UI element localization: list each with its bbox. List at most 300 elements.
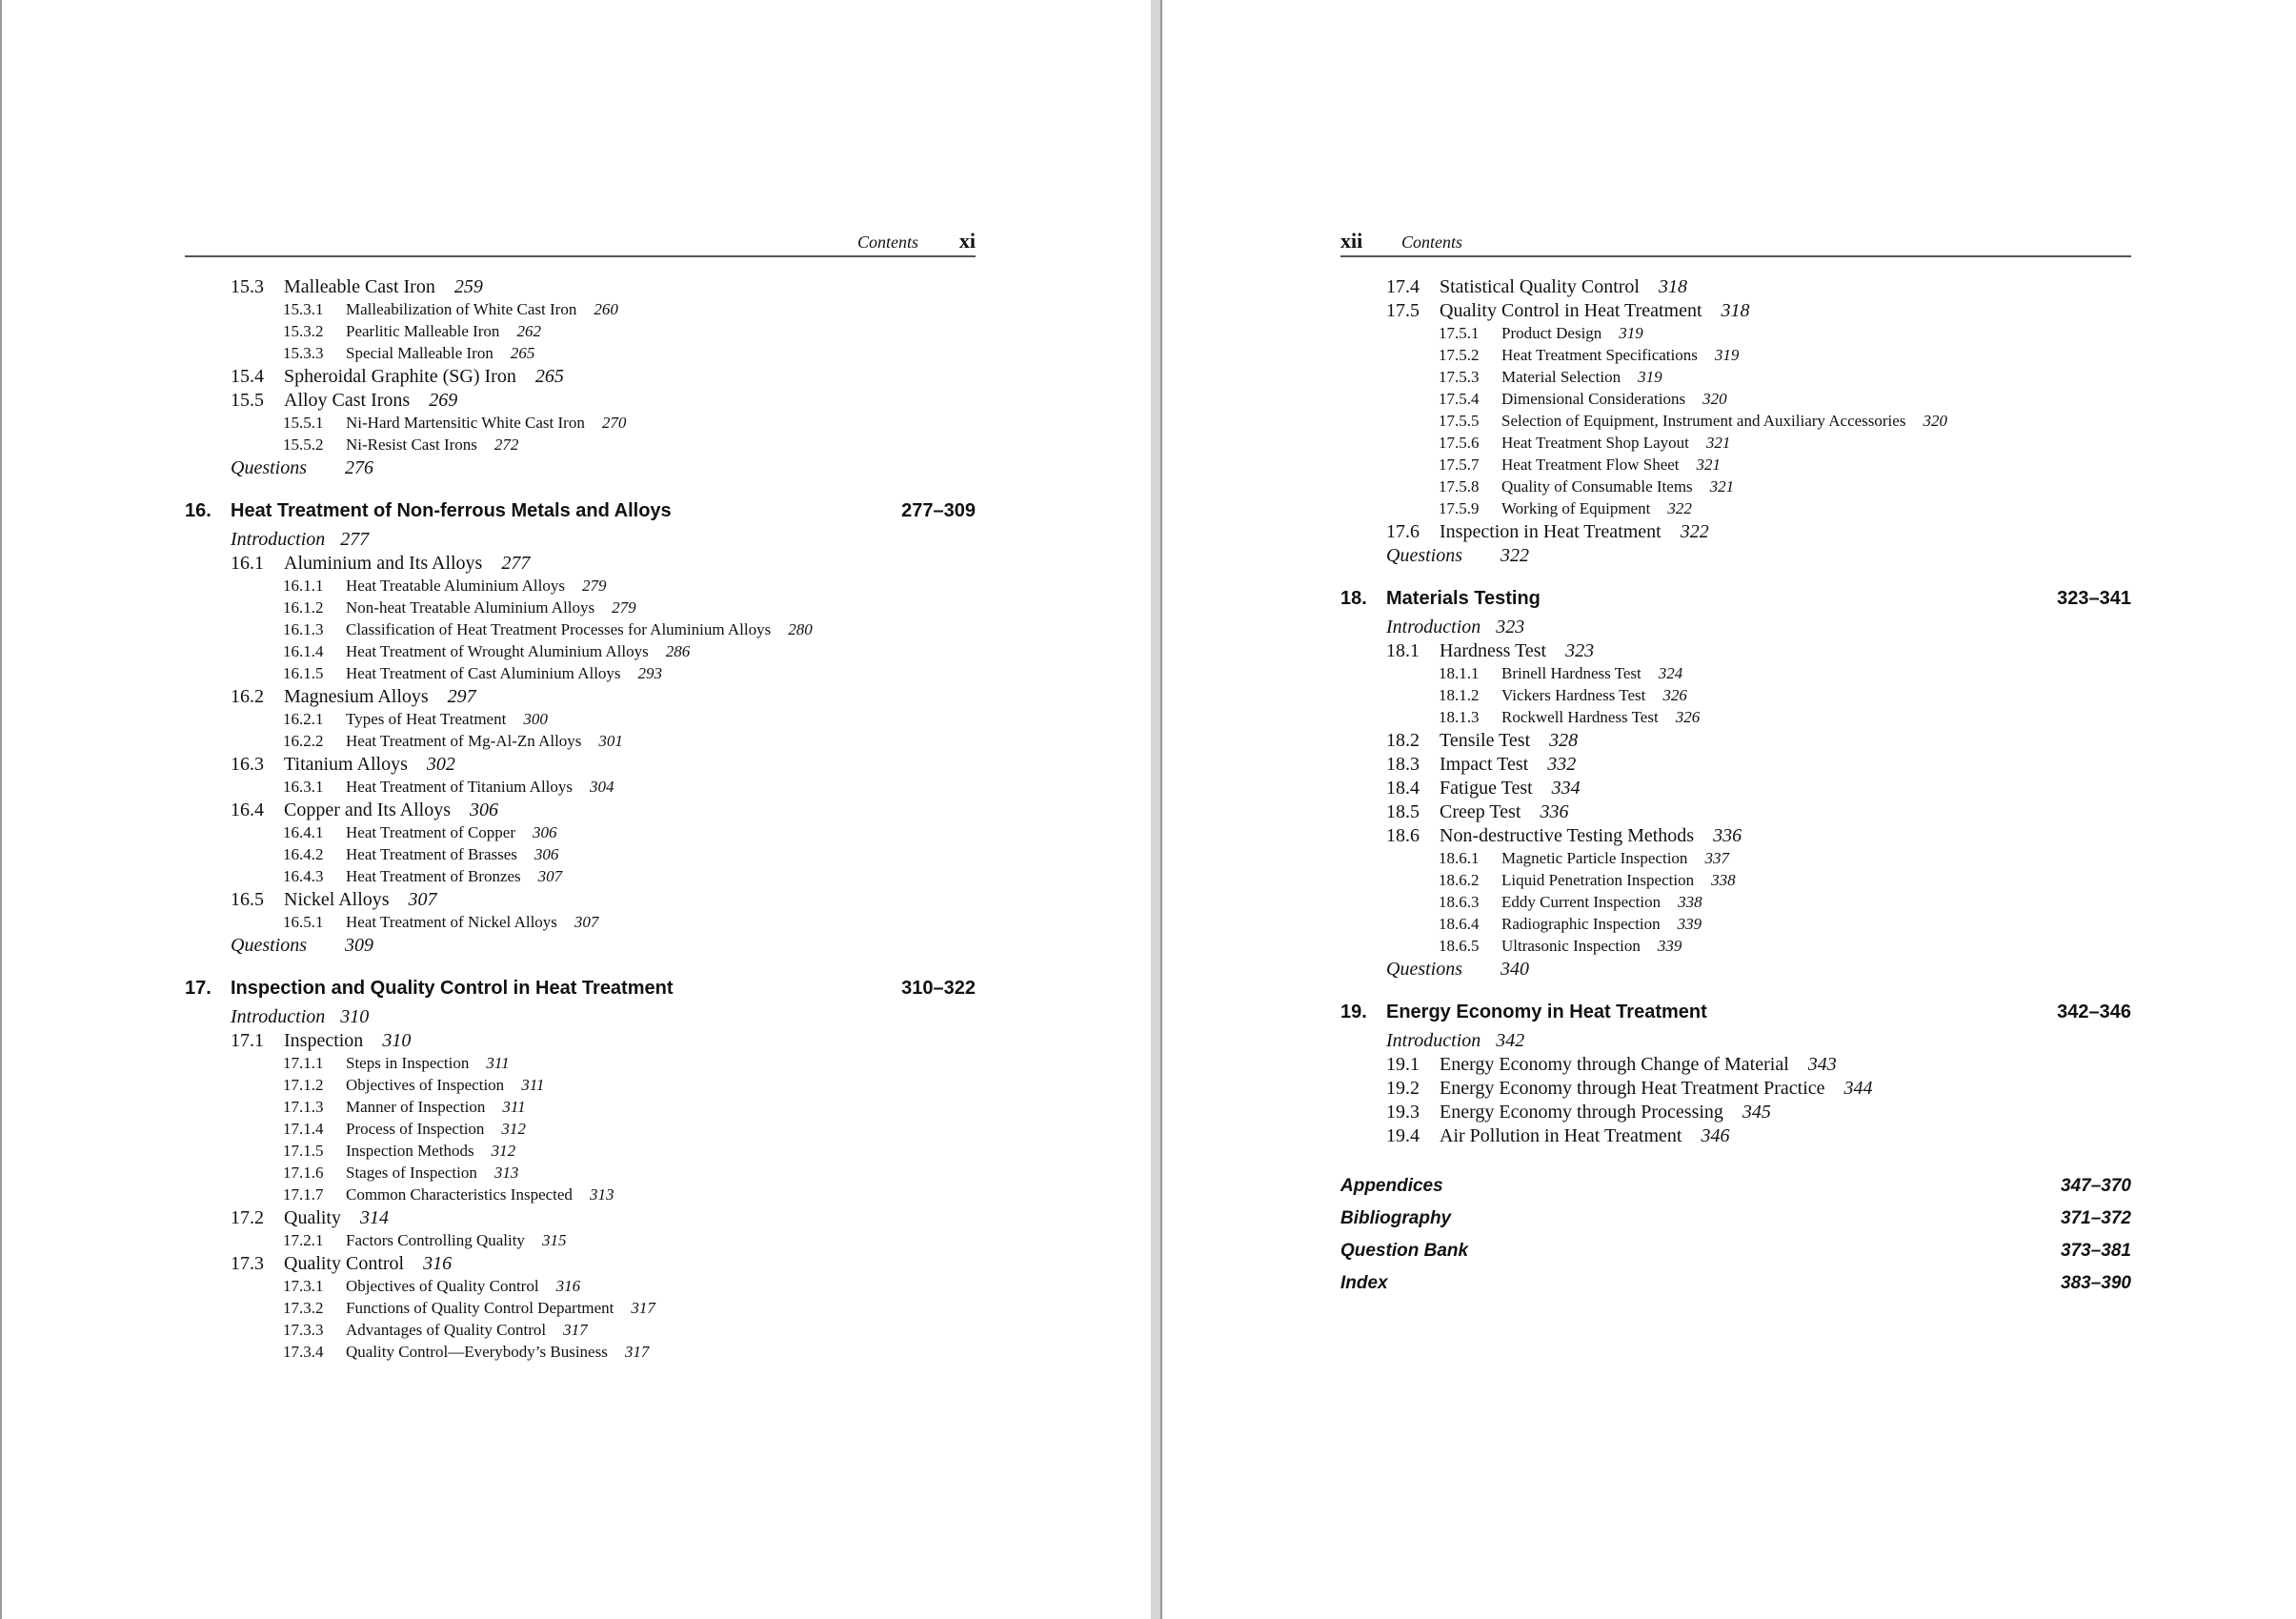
- toc-subsection-entry[interactable]: [185, 1277, 976, 1299]
- entry-page-number: 301: [598, 732, 623, 750]
- toc-questions-entry[interactable]: [185, 457, 976, 481]
- entry-page-number: 306: [534, 845, 559, 863]
- entry-number: 18.6.5: [1439, 937, 1480, 955]
- back-matter-page-range: 373–381: [2061, 1241, 2131, 1261]
- entry-number: 18.6.4: [1439, 915, 1480, 933]
- entry-page-number: 277: [340, 529, 370, 550]
- entry-number: 16.3: [231, 754, 264, 775]
- entry-title: Heat Treatment Flow Sheet: [1501, 455, 1680, 474]
- toc-subsection-entry[interactable]: [185, 664, 976, 686]
- toc-section-entry[interactable]: [1340, 1054, 2131, 1078]
- toc-subsection-entry[interactable]: [1340, 324, 2131, 346]
- chapter-heading[interactable]: [1340, 588, 2131, 615]
- entry-title: Questions: [1386, 545, 1462, 566]
- entry-number: 15.4: [231, 366, 264, 387]
- entry-title: Quality of Consumable Items: [1501, 477, 1693, 496]
- entry-page-number: 304: [590, 778, 614, 796]
- entry-page-number: 339: [1657, 937, 1682, 955]
- toc-subsection-entry[interactable]: [185, 1343, 976, 1365]
- entry-title: Energy Economy through Processing: [1440, 1102, 1723, 1123]
- toc-subsection-entry[interactable]: [185, 1120, 976, 1142]
- entry-page-number: 346: [1701, 1125, 1730, 1146]
- entry-title: Heat Treatment of Nickel Alloys: [346, 913, 557, 931]
- chapter-page-range: 310–322: [901, 978, 976, 999]
- entry-number: 16.5.1: [283, 913, 324, 931]
- entry-number: 15.5.1: [283, 414, 324, 432]
- entry-number: 16.3.1: [283, 778, 324, 796]
- entry-number: 15.5: [231, 390, 264, 411]
- entry-title: Material Selection: [1501, 368, 1621, 386]
- chapter-page-range: 277–309: [901, 500, 976, 521]
- entry-page-number: 322: [1680, 521, 1709, 542]
- entry-title: Alloy Cast Irons: [284, 390, 411, 411]
- entry-title: Magnetic Particle Inspection: [1501, 849, 1688, 867]
- entry-number: 18.2: [1386, 730, 1420, 751]
- entry-title: Heat Treatment Specifications: [1501, 346, 1698, 364]
- entry-title: Steps in Inspection: [346, 1054, 470, 1072]
- toc-section-entry[interactable]: [1340, 640, 2131, 664]
- entry-title: Hardness Test: [1440, 640, 1547, 661]
- entry-page-number: 313: [589, 1185, 614, 1204]
- toc-section-entry[interactable]: [185, 1030, 976, 1054]
- entry-page-number: 323: [1565, 640, 1595, 661]
- back-matter-page-range: 371–372: [2061, 1208, 2131, 1228]
- toc-questions-entry[interactable]: [1340, 959, 2131, 982]
- entry-number: 15.3: [231, 276, 264, 297]
- entry-number: 16.1.5: [283, 664, 324, 682]
- entry-page-number: 316: [423, 1253, 453, 1274]
- entry-page-number: 279: [581, 577, 607, 595]
- entry-number: 17.3.2: [283, 1299, 324, 1317]
- entry-title: Heat Treatment of Cast Aluminium Alloys: [346, 664, 621, 682]
- entry-page-number: 265: [534, 366, 564, 387]
- toc-subsection-entry[interactable]: [1340, 412, 2131, 434]
- entry-page-number: 342: [1496, 1030, 1525, 1051]
- page-number: xi: [958, 229, 976, 253]
- entry-page-number: 318: [1721, 300, 1750, 321]
- entry-title: Special Malleable Iron: [346, 344, 493, 362]
- entry-title: Vickers Hardness Test: [1501, 686, 1646, 704]
- entry-page-number: 309: [345, 935, 373, 956]
- toc-introduction-entry[interactable]: [1340, 617, 2131, 640]
- entry-title: Aluminium and Its Alloys: [284, 553, 483, 574]
- toc-subsection-entry[interactable]: [1340, 346, 2131, 368]
- toc-subsection-entry[interactable]: [185, 710, 976, 732]
- entry-title: Heat Treatment of Titanium Alloys: [346, 778, 574, 796]
- toc-section-entry[interactable]: [1340, 1125, 2131, 1149]
- entry-page-number: 322: [1500, 545, 1529, 566]
- entry-page-number: 259: [453, 276, 483, 297]
- entry-title: Malleable Cast Iron: [284, 276, 435, 297]
- back-matter-title: Index: [1340, 1273, 1388, 1293]
- entry-number: 17.1.6: [283, 1164, 324, 1182]
- toc-subsection-entry[interactable]: [1340, 871, 2131, 893]
- chapter-title: Heat Treatment of Non-ferrous Metals and Alloys: [231, 500, 672, 521]
- entry-title: Impact Test: [1440, 754, 1529, 775]
- toc-section-entry[interactable]: [1340, 521, 2131, 545]
- entry-number: 17.3.1: [283, 1277, 324, 1295]
- entry-number: 18.1: [1386, 640, 1420, 661]
- entry-number: 19.3: [1386, 1102, 1420, 1123]
- toc-subsection-entry[interactable]: [1340, 893, 2131, 915]
- toc-subsection-entry[interactable]: [185, 1231, 976, 1253]
- entry-page-number: 279: [612, 598, 636, 617]
- toc-list: [1340, 276, 2131, 1149]
- entry-title: Inspection in Heat Treatment: [1440, 521, 1662, 542]
- entry-title: Titanium Alloys: [284, 754, 408, 775]
- toc-subsection-entry[interactable]: [185, 598, 976, 620]
- entry-page-number: 334: [1551, 778, 1581, 799]
- running-head: [185, 227, 976, 257]
- entry-page-number: 321: [1705, 434, 1731, 452]
- entry-page-number: 293: [637, 664, 663, 682]
- toc-subsection-entry[interactable]: [185, 1076, 976, 1098]
- chapter-title: Inspection and Quality Control in Heat Treatment: [231, 978, 674, 999]
- back-matter-title: Question Bank: [1340, 1241, 1469, 1261]
- entry-title: Inspection Methods: [346, 1142, 474, 1160]
- entry-number: 16.1.2: [283, 598, 324, 617]
- entry-number: 17.5: [1386, 300, 1420, 321]
- entry-number: 17.3: [231, 1253, 264, 1274]
- toc-section-entry[interactable]: [1340, 1102, 2131, 1125]
- entry-title: Introduction: [1386, 1030, 1481, 1051]
- entry-page-number: 276: [345, 457, 373, 478]
- chapter-number: 19.: [1340, 1002, 1367, 1022]
- toc-subsection-entry[interactable]: [185, 642, 976, 664]
- entry-title: Common Characteristics Inspected: [346, 1185, 573, 1204]
- entry-number: 16.5: [231, 889, 264, 910]
- entry-title: Pearlitic Malleable Iron: [346, 322, 500, 340]
- toc-subsection-entry[interactable]: [185, 913, 976, 935]
- entry-page-number: 337: [1704, 849, 1729, 867]
- entry-title: Ni-Resist Cast Irons: [346, 435, 477, 454]
- entry-number: 18.3: [1386, 754, 1420, 775]
- entry-page-number: 312: [491, 1142, 516, 1160]
- chapter-heading[interactable]: [185, 978, 976, 1004]
- entry-number: 17.1.1: [283, 1054, 324, 1072]
- toc-subsection-entry[interactable]: [1340, 937, 2131, 959]
- toc-subsection-entry[interactable]: [185, 344, 976, 366]
- entry-title: Radiographic Inspection: [1501, 915, 1661, 933]
- toc-section-entry[interactable]: [185, 276, 976, 300]
- entry-title: Heat Treatment of Wrought Aluminium Alloys: [346, 642, 649, 660]
- entry-number: 18.5: [1386, 801, 1420, 822]
- toc-section-entry[interactable]: [1340, 778, 2131, 801]
- toc-subsection-entry[interactable]: [185, 1164, 976, 1185]
- entry-number: 17.5.5: [1439, 412, 1480, 430]
- entry-page-number: 343: [1807, 1054, 1837, 1075]
- entry-page-number: 311: [502, 1098, 526, 1116]
- entry-title: Questions: [1386, 959, 1462, 980]
- back-matter-list: [1340, 1176, 2131, 1305]
- toc-subsection-entry[interactable]: [1340, 686, 2131, 708]
- toc-subsection-entry[interactable]: [185, 435, 976, 457]
- toc-section-entry[interactable]: [1340, 730, 2131, 754]
- entry-number: 16.1.4: [283, 642, 324, 660]
- entry-title: Dimensional Considerations: [1501, 390, 1686, 408]
- entry-number: 16.1.3: [283, 620, 324, 638]
- toc-subsection-entry[interactable]: [1340, 708, 2131, 730]
- entry-page-number: 265: [510, 344, 535, 362]
- entry-title: Inspection: [284, 1030, 364, 1051]
- toc-subsection-entry[interactable]: [1340, 390, 2131, 412]
- entry-title: Questions: [231, 457, 307, 478]
- toc-section-entry[interactable]: [185, 1207, 976, 1231]
- entry-number: 19.1: [1386, 1054, 1420, 1075]
- entry-number: 17.5.4: [1439, 390, 1480, 408]
- entry-page-number: 306: [470, 799, 498, 820]
- entry-page-number: 326: [1662, 686, 1687, 704]
- entry-title: Heat Treatment of Brasses: [346, 845, 517, 863]
- toc-section-entry[interactable]: [185, 553, 976, 577]
- chapter-number: 16.: [185, 500, 211, 521]
- toc-subsection-entry[interactable]: [185, 778, 976, 799]
- entry-title: Statistical Quality Control: [1440, 276, 1640, 297]
- toc-section-entry[interactable]: [185, 686, 976, 710]
- entry-number: 17.1.4: [283, 1120, 324, 1138]
- entry-page-number: 321: [1709, 477, 1735, 496]
- toc-questions-entry[interactable]: [185, 935, 976, 959]
- toc-subsection-entry[interactable]: [185, 1054, 976, 1076]
- entry-title: Air Pollution in Heat Treatment: [1440, 1125, 1682, 1146]
- entry-number: 17.2: [231, 1207, 264, 1228]
- chapter-heading[interactable]: [185, 500, 976, 527]
- entry-page-number: 315: [541, 1231, 567, 1249]
- entry-title: Magnesium Alloys: [284, 686, 429, 707]
- entry-title: Ultrasonic Inspection: [1501, 937, 1641, 955]
- toc-section-entry[interactable]: [1340, 825, 2131, 849]
- toc-subsection-entry[interactable]: [185, 577, 976, 598]
- entry-number: 16.2: [231, 686, 264, 707]
- toc-subsection-entry[interactable]: [1340, 499, 2131, 521]
- toc-subsection-entry[interactable]: [1340, 477, 2131, 499]
- entry-page-number: 310: [382, 1030, 412, 1051]
- toc-subsection-entry[interactable]: [185, 867, 976, 889]
- entry-number: 18.6.3: [1439, 893, 1480, 911]
- entry-number: 17.1.3: [283, 1098, 324, 1116]
- toc-subsection-entry[interactable]: [1340, 368, 2131, 390]
- entry-page-number: 324: [1658, 664, 1683, 682]
- entry-number: 16.4: [231, 799, 264, 820]
- entry-title: Heat Treatment Shop Layout: [1501, 434, 1689, 452]
- entry-page-number: 328: [1549, 730, 1579, 751]
- entry-title: Malleabilization of White Cast Iron: [346, 300, 577, 318]
- entry-page-number: 314: [360, 1207, 389, 1228]
- entry-page-number: 300: [523, 710, 548, 728]
- toc-subsection-entry[interactable]: [1340, 915, 2131, 937]
- entry-title: Non-heat Treatable Aluminium Alloys: [346, 598, 595, 617]
- entry-title: Quality Control: [284, 1253, 405, 1274]
- toc-questions-entry[interactable]: [1340, 545, 2131, 569]
- page-number: xii: [1340, 229, 1363, 253]
- entry-number: 17.1.2: [283, 1076, 324, 1094]
- toc-section-entry[interactable]: [185, 799, 976, 823]
- entry-page-number: 340: [1500, 959, 1529, 980]
- entry-title: Functions of Quality Control Department: [346, 1299, 614, 1317]
- entry-title: Quality Control—Everybody’s Business: [346, 1343, 608, 1361]
- entry-page-number: 345: [1742, 1102, 1771, 1123]
- toc-introduction-entry[interactable]: [185, 1006, 976, 1030]
- entry-title: Non-destructive Testing Methods: [1440, 825, 1695, 846]
- chapter-title: Energy Economy in Heat Treatment: [1386, 1002, 1707, 1022]
- entry-title: Copper and Its Alloys: [284, 799, 451, 820]
- back-matter-title: Appendices: [1340, 1176, 1443, 1196]
- toc-section-entry[interactable]: [185, 889, 976, 913]
- entry-number: 17.5.6: [1439, 434, 1480, 452]
- entry-page-number: 326: [1675, 708, 1701, 726]
- entry-title: Heat Treatment of Copper: [346, 823, 515, 841]
- entry-title: Selection of Equipment, Instrument and Auxiliary Accessories: [1501, 412, 1906, 430]
- entry-number: 15.3.3: [283, 344, 324, 362]
- entry-number: 17.3.4: [283, 1343, 324, 1361]
- toc-subsection-entry[interactable]: [185, 1098, 976, 1120]
- entry-number: 15.5.2: [283, 435, 324, 454]
- back-matter-entry[interactable]: [1340, 1208, 2131, 1241]
- entry-number: 16.4.2: [283, 845, 324, 863]
- entry-page-number: 270: [601, 414, 627, 432]
- toc-subsection-entry[interactable]: [185, 732, 976, 754]
- entry-number: 17.5.7: [1439, 455, 1480, 474]
- toc-list: [185, 276, 976, 1365]
- entry-number: 17.1.7: [283, 1185, 324, 1204]
- entry-number: 18.6.2: [1439, 871, 1480, 889]
- entry-title: Process of Inspection: [346, 1120, 485, 1138]
- toc-subsection-entry[interactable]: [1340, 434, 2131, 455]
- toc-subsection-entry[interactable]: [185, 1185, 976, 1207]
- entry-page-number: 320: [1702, 390, 1727, 408]
- entry-title: Introduction: [231, 1006, 326, 1027]
- entry-page-number: 338: [1711, 871, 1736, 889]
- toc-subsection-entry[interactable]: [185, 1142, 976, 1164]
- entry-number: 19.2: [1386, 1078, 1420, 1099]
- entry-page-number: 317: [563, 1321, 588, 1339]
- toc-section-entry[interactable]: [1340, 801, 2131, 825]
- entry-page-number: 297: [447, 686, 476, 707]
- entry-page-number: 262: [516, 322, 541, 340]
- toc-section-entry[interactable]: [1340, 1078, 2131, 1102]
- right-page: [1160, 0, 2296, 1619]
- entry-page-number: 269: [429, 390, 458, 411]
- toc-subsection-entry[interactable]: [185, 845, 976, 867]
- entry-title: Objectives of Inspection: [346, 1076, 505, 1094]
- back-matter-entry[interactable]: [1340, 1176, 2131, 1208]
- entry-title: Heat Treatment of Bronzes: [346, 867, 521, 885]
- entry-title: Introduction: [231, 529, 326, 550]
- entry-page-number: 344: [1843, 1078, 1873, 1099]
- entry-title: Factors Controlling Quality: [346, 1231, 525, 1249]
- toc-subsection-entry[interactable]: [185, 322, 976, 344]
- left-page-content: [185, 227, 976, 1365]
- entry-number: 17.2.1: [283, 1231, 324, 1249]
- toc-subsection-entry[interactable]: [1340, 849, 2131, 871]
- toc-section-entry[interactable]: [185, 390, 976, 414]
- chapter-number: 17.: [185, 978, 211, 999]
- toc-subsection-entry[interactable]: [185, 823, 976, 845]
- entry-page-number: 319: [1638, 368, 1662, 386]
- entry-title: Product Design: [1501, 324, 1602, 342]
- entry-page-number: 313: [493, 1164, 519, 1182]
- entry-number: 16.1.1: [283, 577, 324, 595]
- toc-subsection-entry[interactable]: [1340, 664, 2131, 686]
- running-head: [1340, 227, 2131, 257]
- entry-page-number: 339: [1677, 915, 1702, 933]
- chapter-page-range: 323–341: [2057, 588, 2131, 609]
- entry-number: 19.4: [1386, 1125, 1420, 1146]
- entry-page-number: 311: [486, 1054, 510, 1072]
- entry-title: Tensile Test: [1440, 730, 1531, 751]
- entry-number: 15.3.1: [283, 300, 324, 318]
- toc-section-entry[interactable]: [1340, 754, 2131, 778]
- toc-section-entry[interactable]: [1340, 300, 2131, 324]
- back-matter-title: Bibliography: [1340, 1208, 1452, 1228]
- entry-number: 18.4: [1386, 778, 1420, 799]
- entry-page-number: 260: [594, 300, 618, 318]
- entry-page-number: 318: [1658, 276, 1687, 297]
- entry-title: Working of Equipment: [1501, 499, 1651, 517]
- entry-number: 17.5.8: [1439, 477, 1480, 496]
- entry-number: 17.1: [231, 1030, 264, 1051]
- toc-section-entry[interactable]: [185, 754, 976, 778]
- entry-page-number: 320: [1923, 412, 1947, 430]
- entry-page-number: 323: [1496, 617, 1525, 637]
- entry-title: Manner of Inspection: [346, 1098, 486, 1116]
- entry-page-number: 307: [537, 867, 563, 885]
- entry-title: Types of Heat Treatment: [346, 710, 507, 728]
- entry-page-number: 317: [631, 1299, 655, 1317]
- toc-subsection-entry[interactable]: [185, 620, 976, 642]
- entry-page-number: 312: [501, 1120, 526, 1138]
- toc-subsection-entry[interactable]: [185, 1299, 976, 1321]
- entry-number: 18.6: [1386, 825, 1420, 846]
- entry-title: Energy Economy through Heat Treatment Practice: [1440, 1078, 1825, 1099]
- entry-title: Brinell Hardness Test: [1501, 664, 1641, 682]
- toc-subsection-entry[interactable]: [185, 300, 976, 322]
- toc-subsection-entry[interactable]: [185, 414, 976, 435]
- back-matter-entry[interactable]: [1340, 1241, 2131, 1273]
- entry-number: 17.5.3: [1439, 368, 1480, 386]
- toc-subsection-entry[interactable]: [185, 1321, 976, 1343]
- entry-title: Spheroidal Graphite (SG) Iron: [284, 366, 516, 387]
- entry-number: 18.6.1: [1439, 849, 1480, 867]
- chapter-title: Materials Testing: [1386, 588, 1541, 609]
- back-matter-entry[interactable]: [1340, 1273, 2131, 1305]
- page-gutter: [1151, 0, 1160, 1619]
- entry-title: Quality Control in Heat Treatment: [1440, 300, 1702, 321]
- entry-page-number: 338: [1678, 893, 1702, 911]
- entry-page-number: 307: [574, 913, 599, 931]
- entry-page-number: 319: [1714, 346, 1740, 364]
- toc-subsection-entry[interactable]: [1340, 455, 2131, 477]
- toc-section-entry[interactable]: [185, 1253, 976, 1277]
- entry-page-number: 336: [1713, 825, 1742, 846]
- chapter-heading[interactable]: [1340, 1002, 2131, 1028]
- toc-section-entry[interactable]: [1340, 276, 2131, 300]
- entry-number: 16.2.1: [283, 710, 324, 728]
- entry-number: 17.5.1: [1439, 324, 1480, 342]
- entry-number: 18.1.2: [1439, 686, 1480, 704]
- toc-section-entry[interactable]: [185, 366, 976, 390]
- entry-page-number: 286: [665, 642, 691, 660]
- entry-number: 18.1.3: [1439, 708, 1480, 726]
- toc-introduction-entry[interactable]: [185, 529, 976, 553]
- toc-introduction-entry[interactable]: [1340, 1030, 2131, 1054]
- entry-number: 17.5.2: [1439, 346, 1480, 364]
- entry-page-number: 307: [408, 889, 437, 910]
- entry-page-number: 321: [1696, 455, 1722, 474]
- entry-number: 17.1.5: [283, 1142, 324, 1160]
- entry-page-number: 322: [1667, 499, 1692, 517]
- entry-number: 16.2.2: [283, 732, 324, 750]
